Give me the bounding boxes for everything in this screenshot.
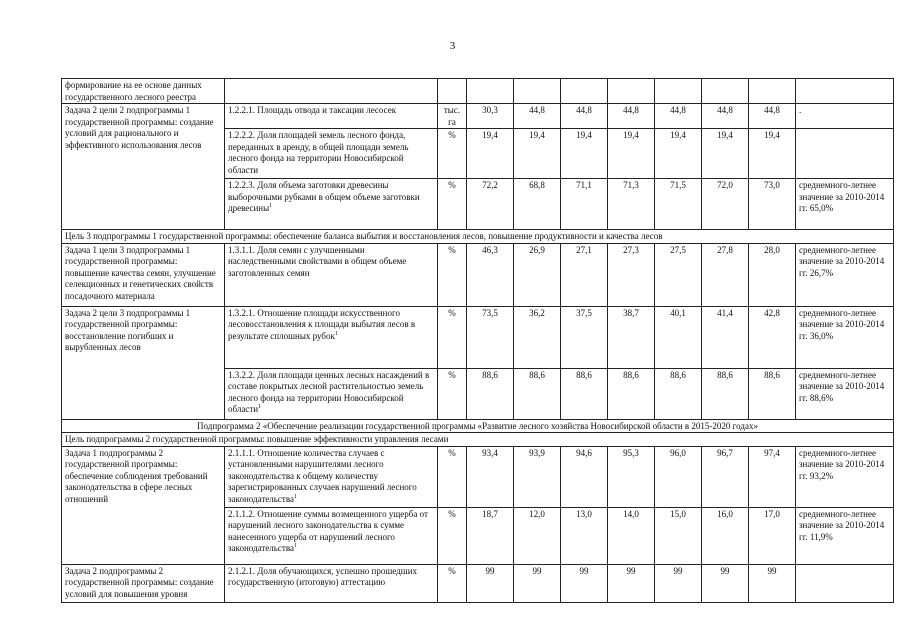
note-cell: среднемного-летнее значение за 2010-2014 гг. 36,0%	[796, 306, 894, 368]
task-cell: Задача 2 цели 3 подпрограммы 1 государственной программы: восстановление погибших и вырубленных лесов	[62, 306, 225, 419]
value-cell: 71,1	[561, 179, 608, 230]
footnote-mark: 1	[258, 404, 262, 410]
value-cell: 88,6	[749, 368, 796, 419]
indicator-cell: 2.1.1.2. Отношение суммы возмещенного ущерба от нарушений лесного законодательства к сумме нанесенного ущерба от нарушений лесного законодательства$^1$	[225, 507, 438, 564]
empty-cell	[561, 79, 608, 104]
value-cell: 44,8	[514, 104, 561, 129]
value-cell: 19,4	[561, 129, 608, 179]
value-cell: 36,2	[514, 306, 561, 368]
empty-cell	[796, 79, 894, 104]
value-cell: 19,4	[608, 129, 655, 179]
value-cell: 30,3	[467, 104, 514, 129]
table-row	[62, 306, 894, 368]
value-cell: 13,0	[561, 507, 608, 564]
value-cell: 27,1	[561, 243, 608, 306]
empty-cell	[608, 79, 655, 104]
task-cell: Задача 1 цели 3 подпрограммы 1 государственной программы: повышение качества семян, улучшение селекционных и генетических свойств посадочного материала	[62, 243, 225, 306]
table-row	[62, 446, 894, 507]
table-row	[62, 243, 894, 306]
value-cell: 15,0	[655, 507, 702, 564]
note-cell: среднемного-летнее значение за 2010-2014 гг. 93,2%	[796, 446, 894, 507]
value-cell: 44,8	[561, 104, 608, 129]
table-row	[62, 230, 894, 244]
unit-cell: %	[438, 446, 467, 507]
table-row	[62, 104, 894, 129]
table-row	[62, 564, 894, 602]
indicator-cell: 1.3.1.1. Доля семян с улучшенными наследственными свойствами в общем объеме заготовленных семян	[225, 243, 438, 306]
value-cell: 12,0	[514, 507, 561, 564]
unit-cell: %	[438, 129, 467, 179]
value-cell: 44,8	[702, 104, 749, 129]
note-cell	[796, 564, 894, 602]
value-cell: 73,5	[467, 306, 514, 368]
unit-cell: %	[438, 368, 467, 419]
empty-cell	[749, 79, 796, 104]
empty-cell	[702, 79, 749, 104]
empty-cell	[467, 79, 514, 104]
task-cell: Задача 2 цели 2 подпрограммы 1 государственной программы: создание условий для рационального и эффективного использования лесов	[62, 104, 225, 230]
indicator-cell: 1.2.2.1. Площадь отвода и таксации лесосек	[225, 104, 438, 129]
footnote-mark: 1	[293, 543, 297, 549]
value-cell: 99	[608, 564, 655, 602]
value-cell: 99	[702, 564, 749, 602]
value-cell: 40,1	[655, 306, 702, 368]
unit-cell: %	[438, 179, 467, 230]
value-cell: 19,4	[749, 129, 796, 179]
value-cell: 71,5	[655, 179, 702, 230]
unit-cell: %	[438, 243, 467, 306]
value-cell: 93,9	[514, 446, 561, 507]
value-cell: 99	[467, 564, 514, 602]
indicator-cell: 1.2.2.2. Доля площадей земель лесного фонда, переданных в аренду, в общей площади земель лесного фонда на территории Новосибирской области	[225, 129, 438, 179]
indicator-cell: 1.3.2.2. Доля площади ценных лесных насаждений в составе покрытых лесной растительностью земель лесного фонда на территории Новосибирской области$^1$	[225, 368, 438, 419]
value-cell: 17,0	[749, 507, 796, 564]
table-row	[62, 433, 894, 447]
value-cell: 72,2	[467, 179, 514, 230]
value-cell: 93,4	[467, 446, 514, 507]
value-cell: 99	[561, 564, 608, 602]
footnote-mark: 1	[293, 493, 297, 500]
value-cell: 19,4	[467, 129, 514, 179]
unit-cell: тыс. га	[438, 104, 467, 129]
note-cell	[796, 129, 894, 179]
value-cell: 97,4	[749, 446, 796, 507]
unit-cell: %	[438, 306, 467, 368]
unit-cell: %	[438, 507, 467, 564]
value-cell: 44,8	[655, 104, 702, 129]
value-cell: 19,4	[702, 129, 749, 179]
value-cell: 18,7	[467, 507, 514, 564]
value-cell: 88,6	[514, 368, 561, 419]
value-cell: 73,0	[749, 179, 796, 230]
value-cell: 38,7	[608, 306, 655, 368]
empty-cell	[225, 79, 438, 104]
subprogram-row: Подпрограмма 2 «Обеспечение реализации государственной программы «Развитие лесного хозяйства Новосибирской области в 2015-2020 годах»	[62, 419, 894, 433]
indicator-cell: 2.1.2.1. Доля обучающихся, успешно прошедших государственную (итоговую) аттестацию	[225, 564, 438, 602]
task-cell: Задача 2 подпрограммы 2 государственной программы: создание условий для повышения уровня	[62, 564, 225, 602]
value-cell: 16,0	[702, 507, 749, 564]
value-cell: 42,8	[749, 306, 796, 368]
value-cell: 88,6	[467, 368, 514, 419]
note-cell: .	[796, 104, 894, 129]
page-number: 3	[449, 40, 456, 52]
value-cell: 94,6	[561, 446, 608, 507]
value-cell: 99	[514, 564, 561, 602]
value-cell: 72,0	[702, 179, 749, 230]
empty-cell	[438, 79, 467, 104]
indicator-cell: 1.3.2.1. Отношение площади искусственного лесовосстановления к площади выбытия лесов в результате сплошных рубок$^1$	[225, 306, 438, 368]
footnote-mark: 1	[269, 203, 273, 209]
value-cell: 14,0	[608, 507, 655, 564]
value-cell: 28,0	[749, 243, 796, 306]
table-row	[62, 79, 894, 104]
empty-cell	[655, 79, 702, 104]
value-cell: 46,3	[467, 243, 514, 306]
note-cell: среднемного-летнее значение за 2010-2014 гг. 65,0%	[796, 179, 894, 230]
value-cell: 88,6	[561, 368, 608, 419]
note-cell: среднемного-летнее значение за 2010-2014 гг. 88,6%	[796, 368, 894, 419]
value-cell: 99	[749, 564, 796, 602]
indicator-cell: 2.1.1.1. Отношение количества случаев с установленными нарушителями лесного законодательства к общему количеству зарегистрированных случаев нарушений лесного законодательства$^1$	[225, 446, 438, 507]
value-cell: 27,5	[655, 243, 702, 306]
unit-cell: %	[438, 564, 467, 602]
note-cell: среднемного-летнее значение за 2010-2014 гг. 11,9%	[796, 507, 894, 564]
value-cell: 88,6	[702, 368, 749, 419]
value-cell: 19,4	[655, 129, 702, 179]
table-row	[62, 419, 894, 433]
goal-row: Цель 3 подпрограммы 1 государственной программы: обеспечение баланса выбытия и восстановления лесов, повышение продуктивности и качества лесов	[62, 230, 894, 244]
value-cell: 26,9	[514, 243, 561, 306]
indicator-cell: 1.2.2.3. Доля объема заготовки древесины выборочными рубками в общем объеме заготовки древесины$^1$	[225, 179, 438, 230]
value-cell: 99	[655, 564, 702, 602]
value-cell: 27,3	[608, 243, 655, 306]
value-cell: 37,5	[561, 306, 608, 368]
task-cell: Задача 1 подпрограммы 2 государственной программы: обеспечение соблюдения требований законодательства в сфере лесных отношений	[62, 446, 225, 564]
value-cell: 27,8	[702, 243, 749, 306]
value-cell: 68,8	[514, 179, 561, 230]
footnote-mark: 1	[334, 330, 338, 337]
value-cell: 95,3	[608, 446, 655, 507]
value-cell: 44,8	[749, 104, 796, 129]
value-cell: 71,3	[608, 179, 655, 230]
value-cell: 44,8	[608, 104, 655, 129]
task-cell: формирование на ее основе данных государственного лесного реестра	[62, 79, 225, 104]
value-cell: 96,0	[655, 446, 702, 507]
note-cell: среднемного-летнее значение за 2010-2014 гг. 26,7%	[796, 243, 894, 306]
goal-row: Цель подпрограммы 2 государственной программы: повышение эффективности управления лесами	[62, 433, 894, 447]
value-cell: 88,6	[655, 368, 702, 419]
value-cell: 96,7	[702, 446, 749, 507]
value-cell: 41,4	[702, 306, 749, 368]
value-cell: 88,6	[608, 368, 655, 419]
value-cell: 19,4	[514, 129, 561, 179]
empty-cell	[514, 79, 561, 104]
indicators-table	[61, 78, 894, 603]
